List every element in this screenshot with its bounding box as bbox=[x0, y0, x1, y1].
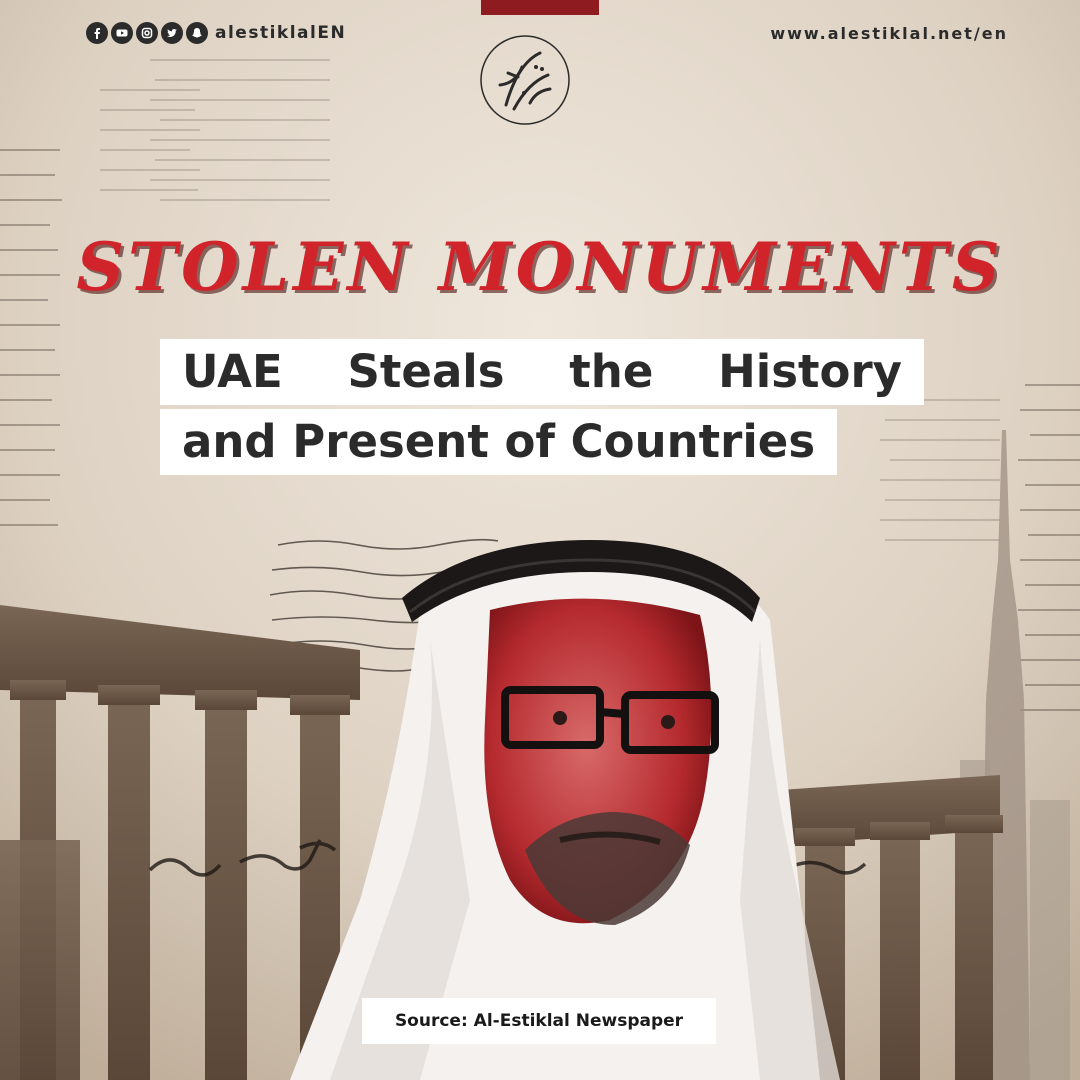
subtitle-word: UAE bbox=[182, 345, 283, 398]
headline-title: STOLEN MONUMENTS bbox=[76, 228, 1004, 306]
facebook-icon[interactable] bbox=[86, 22, 108, 44]
social-handle[interactable]: alestiklalEN bbox=[215, 23, 347, 43]
social-bar bbox=[86, 20, 346, 46]
source-credit: Source: Al-Estiklal Newspaper bbox=[362, 998, 716, 1044]
subtitle-word: History bbox=[718, 345, 902, 398]
twitter-icon[interactable] bbox=[161, 22, 183, 44]
instagram-icon[interactable] bbox=[136, 22, 158, 44]
calligraphy-logo bbox=[478, 33, 572, 127]
subtitle-line-2: and Present of Countries bbox=[160, 409, 837, 475]
website-url[interactable]: www.alestiklal.net/en bbox=[770, 24, 1008, 43]
youtube-icon[interactable] bbox=[111, 22, 133, 44]
subtitle-word: Steals bbox=[347, 345, 505, 398]
subtitle-line-1 bbox=[160, 339, 924, 405]
subtitle-word: the bbox=[569, 345, 654, 398]
snapchat-icon[interactable] bbox=[186, 22, 208, 44]
top-red-strip bbox=[481, 0, 599, 15]
